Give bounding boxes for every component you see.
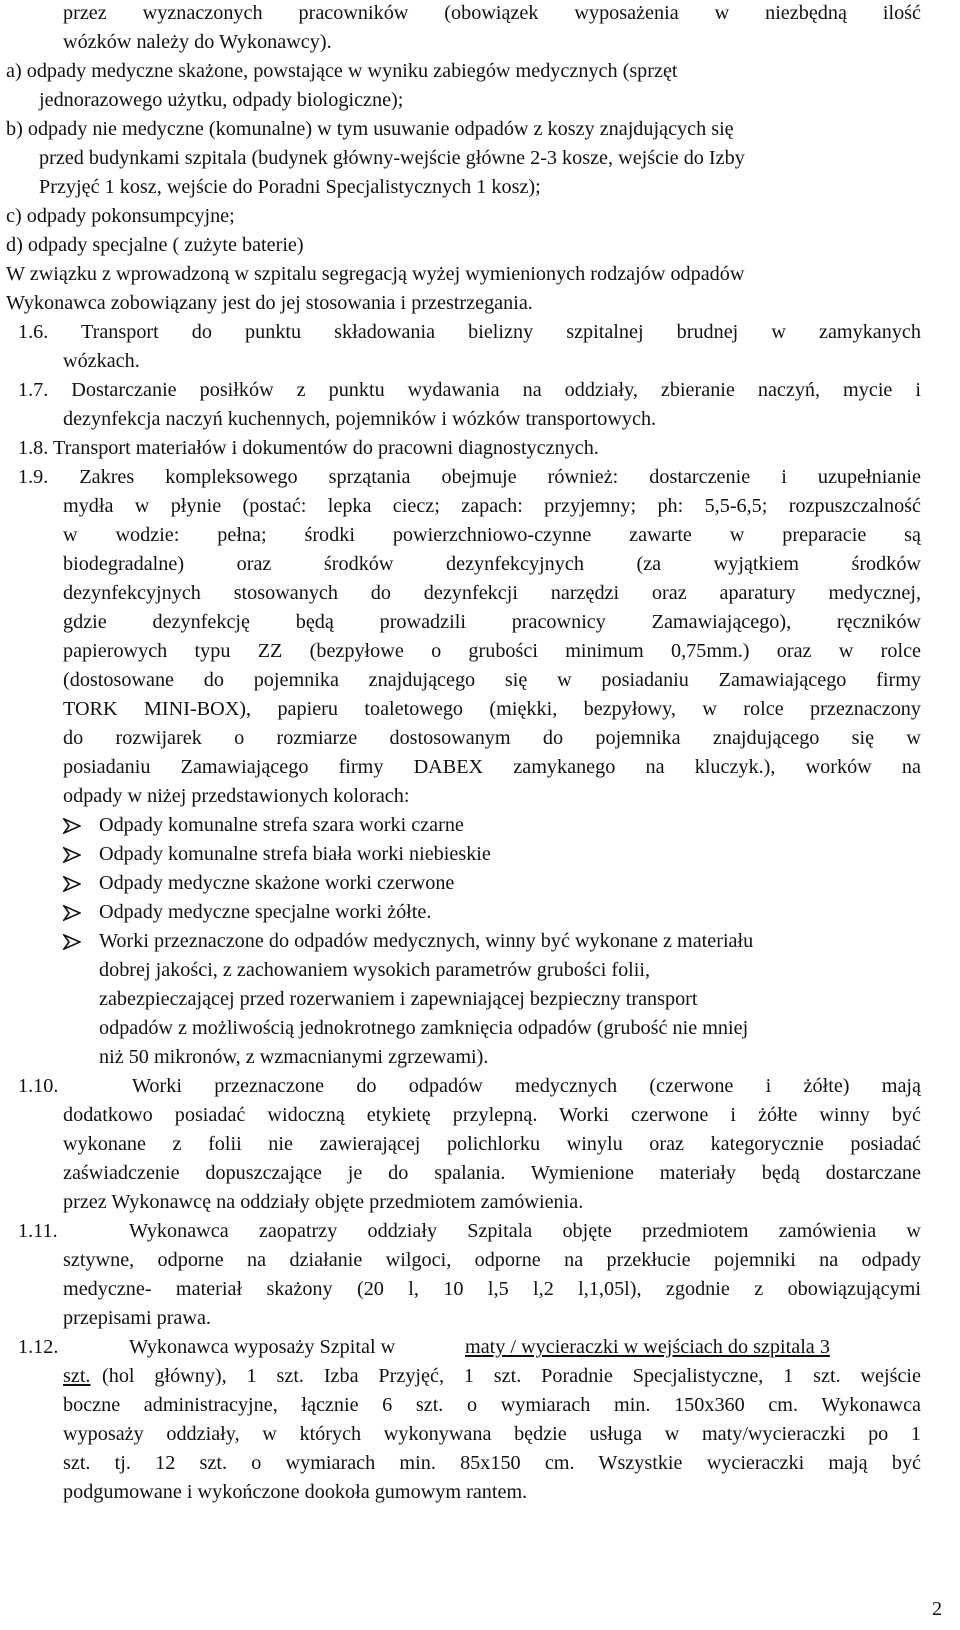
bullet-item: Odpady medyczne specjalne worki żółte.: [99, 901, 432, 923]
section-1-9-cont: mydła w płynie (postać: lepka ciecz; zapach: przyjemny; ph: 5,5-6,5; rozpuszczalność: [63, 495, 921, 517]
list-item-d: d) odpady specjalne ( zużyte baterie): [6, 234, 304, 256]
section-number-1-10: 1.10.: [18, 1075, 59, 1097]
section-1-6: 1.6. Transport do punktu składowania bielizny szpitalnej brudnej w zamykanych: [18, 321, 921, 343]
bullet-item: Worki przeznaczone do odpadów medycznych, winny być wykonane z materiału: [99, 930, 754, 952]
section-1-9-cont: papierowych typu ZZ (bezpyłowe o grubości minimum 0,75mm.) oraz w rolce: [63, 640, 921, 662]
list-item-b-cont: Przyjęć 1 kosz, wejście do Poradni Specjalistycznych 1 kosz);: [39, 176, 541, 198]
bullet-item-cont: odpadów z możliwością jednokrotnego zamknięcia odpadów (grubość nie mniej: [99, 1017, 749, 1039]
section-1-12-cont: (hol główny), 1 szt. Izba Przyjęć, 1 szt. Poradnie Specjalistyczne, 1 szt. wejście: [102, 1365, 921, 1387]
bullet-item: Odpady komunalne strefa biała worki niebieskie: [99, 843, 491, 865]
section-1-10-cont: przez Wykonawcę na oddziały objęte przedmiotem zamówienia.: [63, 1191, 584, 1213]
section-1-10-cont: zaświadczenie dopuszczające je do spalania. Wymienione materiały będą dostarczane: [63, 1162, 921, 1184]
section-1-10: Worki przeznaczone do odpadów medycznych (czerwone i żółte) mają: [132, 1075, 921, 1097]
list-item-c: c) odpady pokonsumpcyjne;: [6, 205, 235, 227]
arrowhead-bullet-icon: [63, 928, 83, 956]
section-1-9-cont: do rozwijarek o rozmiarze dostosowanym do pojemnika znajdującego się w: [63, 727, 921, 749]
section-1-8: 1.8. Transport materiałów i dokumentów do pracowni diagnostycznych.: [18, 437, 599, 459]
paragraph-line: wózków należy do Wykonawcy).: [63, 31, 332, 53]
section-1-12-underlined: maty / wycieraczki w wejściach do szpitala 3: [465, 1336, 830, 1358]
section-1-9-cont: w wodzie: pełna; środki powierzchniowo-czynne zawarte w preparacie są: [63, 524, 921, 546]
section-1-6-cont: wózkach.: [63, 350, 140, 372]
bullet-item: Odpady medyczne skażone worki czerwone: [99, 872, 455, 894]
bullet-item-cont: dobrej jakości, z zachowaniem wysokich parametrów grubości folii,: [99, 959, 651, 981]
bullet-item: Odpady komunalne strefa szara worki czarne: [99, 814, 464, 836]
section-number-1-12: 1.12.: [18, 1336, 59, 1358]
arrowhead-bullet-icon: [63, 870, 83, 898]
section-1-9-cont: gdzie dezynfekcję będą prowadzili pracownicy Zamawiającego), ręczników: [63, 611, 921, 633]
section-1-9-cont: posiadaniu Zamawiającego firmy DABEX zamykanego na kluczyk.), worków na: [63, 756, 921, 778]
paragraph-line: przez wyznaczonych pracowników (obowiązek wyposażenia w niezbędną ilość: [63, 2, 921, 24]
section-1-11-cont: medyczne- materiał skażony (20 l, 10 l,5 l,2 l,1,05l), zgodnie z obowiązującymi: [63, 1278, 921, 1300]
section-1-7-cont: dezynfekcja naczyń kuchennych, pojemników i wózków transportowych.: [63, 408, 657, 430]
arrowhead-bullet-icon: [63, 899, 83, 927]
section-1-11-cont: sztywne, odporne na działanie wilgoci, odporne na przekłucie pojemniki na odpady: [63, 1249, 921, 1271]
paragraph-line: Wykonawca zobowiązany jest do jej stosowania i przestrzegania.: [6, 292, 533, 314]
section-1-9-cont: TORK MINI-BOX), papieru toaletowego (miękki, bezpyłowy, w rolce przeznaczony: [63, 698, 921, 720]
arrowhead-bullet-icon: [63, 841, 83, 869]
list-item-b-cont: przed budynkami szpitala (budynek główny-wejście główne 2-3 kosze, wejście do Izby: [39, 147, 745, 169]
list-item-a: a) odpady medyczne skażone, powstające w wyniku zabiegów medycznych (sprzęt: [6, 60, 678, 82]
section-1-12-cont: podgumowane i wykończone dookoła gumowym rantem.: [63, 1481, 528, 1503]
section-1-11: Wykonawca zaopatrzy oddziały Szpitala objęte przedmiotem zamówienia w: [129, 1220, 921, 1242]
section-1-9-cont: dezynfekcyjnych stosowanych do dezynfekcji narzędzi oraz aparatury medycznej,: [63, 582, 921, 604]
section-1-10-cont: dodatkowo posiadać widoczną etykietę przylepną. Worki czerwone i żółte winny być: [63, 1104, 921, 1126]
section-1-11-cont: przepisami prawa.: [63, 1307, 211, 1329]
bullet-item-cont: niż 50 mikronów, z wzmacnianymi zgrzewami).: [99, 1046, 489, 1068]
section-1-9-cont: biodegradalne) oraz środków dezynfekcyjnych (za wyjątkiem środków: [63, 553, 921, 575]
section-1-12-part1: Wykonawca wyposaży Szpital w: [129, 1336, 396, 1358]
list-item-b: b) odpady nie medyczne (komunalne) w tym usuwanie odpadów z koszy znajdujących się: [6, 118, 734, 140]
section-number-1-11: 1.11.: [18, 1220, 58, 1242]
section-1-9-cont: (dostosowane do pojemnika znajdującego się w posiadaniu Zamawiającego firmy: [63, 669, 921, 691]
page-number: 2: [932, 1598, 943, 1620]
section-1-12-cont: wyposaży oddziały, w których wykonywana będzie usługa w maty/wycieraczki po 1: [63, 1423, 921, 1445]
paragraph-line: W związku z wprowadzoną w szpitalu segregacją wyżej wymienionych rodzajów odpadów: [6, 263, 745, 285]
section-1-12-underlined: szt.: [63, 1365, 91, 1387]
section-1-7: 1.7. Dostarczanie posiłków z punktu wydawania na oddziały, zbieranie naczyń, mycie i: [18, 379, 921, 401]
list-item-a-cont: jednorazowego użytku, odpady biologiczne);: [39, 89, 404, 111]
section-1-12-cont: szt. tj. 12 szt. o wymiarach min. 85x150 cm. Wszystkie wycieraczki mają być: [63, 1452, 921, 1474]
section-1-12-cont: boczne administracyjne, łącznie 6 szt. o wymiarach min. 150x360 cm. Wykonawca: [63, 1394, 921, 1416]
arrowhead-bullet-icon: [63, 812, 83, 840]
bullet-item-cont: zabezpieczającej przed rozerwaniem i zapewniającej bezpieczny transport: [99, 988, 698, 1010]
section-1-10-cont: wykonane z folii nie zawierającej polichlorku winylu oraz kategorycznie posiadać: [63, 1133, 921, 1155]
section-1-9-cont: odpady w niżej przedstawionych kolorach:: [63, 785, 410, 807]
section-1-9: 1.9. Zakres kompleksowego sprzątania obejmuje również: dostarczenie i uzupełnianie: [18, 466, 921, 488]
